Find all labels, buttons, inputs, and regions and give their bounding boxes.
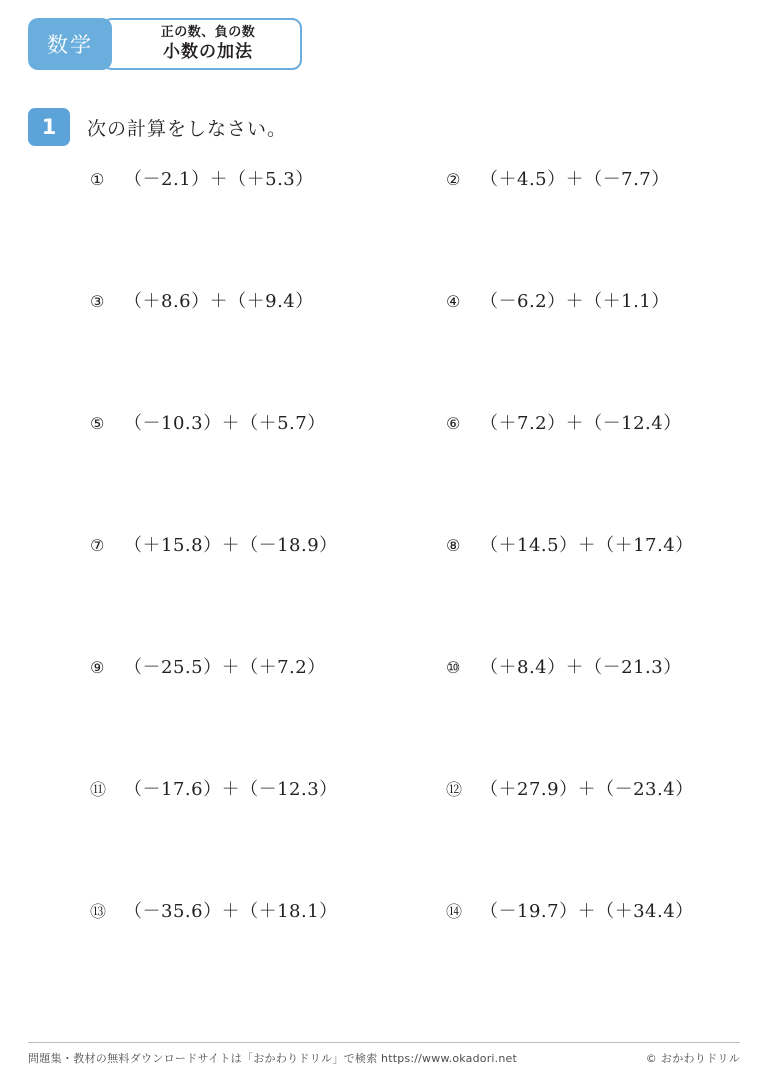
problem-number: ⑦ [90, 536, 105, 555]
problem-item [384, 402, 740, 524]
problem-expression: （－6.2）＋（＋1.1） [480, 291, 670, 312]
problem-expression: （＋27.9）＋（－23.4） [480, 779, 694, 800]
problem-expression: （－2.1）＋（＋5.3） [124, 169, 314, 190]
problem-item [28, 646, 384, 768]
footer-left-group [28, 1050, 517, 1066]
footer-note: 問題集・教材の無料ダウンロードサイトは「おかわりドリル」で検索 [28, 1052, 378, 1065]
problem-expression: （－10.3）＋（＋5.7） [124, 413, 326, 434]
problem-item [28, 768, 384, 890]
problem-item [384, 768, 740, 890]
problem-number: ③ [90, 292, 105, 311]
page-footer [28, 1050, 740, 1066]
problem-item [28, 890, 384, 1012]
problem-expression: （－35.6）＋（＋18.1） [124, 901, 338, 922]
unit-title: 正の数、負の数 [160, 25, 256, 41]
problem-item [28, 402, 384, 524]
footer-url[interactable]: https://www.okadori.net [381, 1052, 518, 1065]
title-box [102, 18, 302, 70]
problem-expression: （＋15.8）＋（－18.9） [124, 535, 338, 556]
problem-expression: （＋4.5）＋（－7.7） [480, 169, 670, 190]
problem-number: ⑩ [446, 658, 461, 677]
section-number-badge: 1 [28, 108, 70, 146]
problem-number: ② [446, 170, 461, 189]
footer-copyright: © おかわりドリル [645, 1052, 740, 1065]
problem-number: ⑫ [446, 780, 463, 799]
problem-number: ⑪ [90, 780, 107, 799]
problem-item [384, 280, 740, 402]
problem-expression: （－25.5）＋（＋7.2） [124, 657, 326, 678]
problem-grid [28, 158, 740, 1012]
problem-number: ⑬ [90, 902, 107, 921]
problem-expression: （＋14.5）＋（＋17.4） [480, 535, 694, 556]
subject-badge: 数学 [28, 18, 112, 70]
footer-divider [28, 1042, 740, 1043]
lesson-title: 小数の加法 [163, 41, 253, 62]
problem-number: ⑨ [90, 658, 105, 677]
problem-expression: （－17.6）＋（－12.3） [124, 779, 338, 800]
problem-number: ⑧ [446, 536, 461, 555]
problem-item [384, 890, 740, 1012]
worksheet-header [28, 18, 302, 70]
problem-item [28, 158, 384, 280]
section-heading [28, 108, 287, 146]
problem-number: ⑭ [446, 902, 463, 921]
problem-number: ⑤ [90, 414, 105, 433]
problem-item [28, 280, 384, 402]
problem-item [384, 158, 740, 280]
problem-number: ⑥ [446, 414, 461, 433]
problem-expression: （－19.7）＋（＋34.4） [480, 901, 694, 922]
problem-item [384, 646, 740, 768]
problem-number: ① [90, 170, 105, 189]
problem-item [384, 524, 740, 646]
problem-number: ④ [446, 292, 461, 311]
problem-expression: （＋7.2）＋（－12.4） [480, 413, 682, 434]
problem-expression: （＋8.6）＋（＋9.4） [124, 291, 314, 312]
problem-item [28, 524, 384, 646]
problem-expression: （＋8.4）＋（－21.3） [480, 657, 682, 678]
section-instruction: 次の計算をしなさい。 [87, 117, 288, 140]
